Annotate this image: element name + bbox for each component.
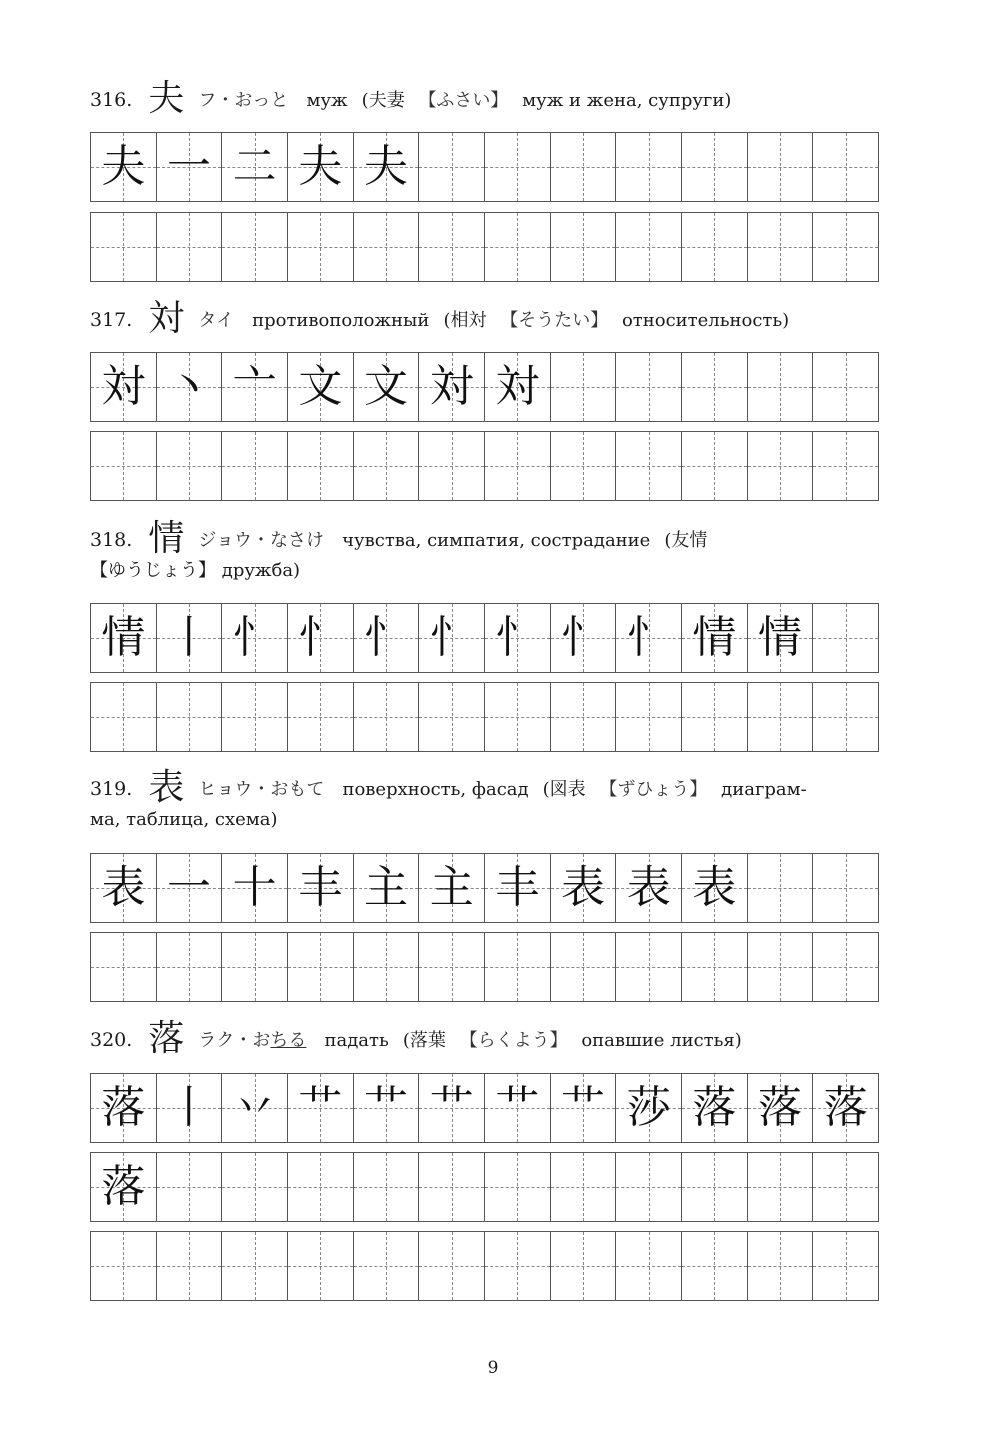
stroke-character: 情	[758, 612, 803, 663]
grid-cell	[419, 1153, 485, 1221]
entry-number: 317.	[90, 309, 133, 331]
entry-meaning: чувства, симпатия, сострадание	[342, 530, 651, 551]
grid-cell	[551, 1074, 617, 1142]
grid-cell	[419, 432, 485, 500]
grid-cell	[682, 683, 748, 751]
grid-cell	[682, 213, 748, 281]
grid-cell	[157, 353, 223, 421]
stroke-character: 文	[298, 361, 343, 412]
entry-example	[403, 1030, 742, 1051]
entry-meaning: поверхность, фасад	[342, 779, 529, 800]
example-meaning: диаграм-	[721, 779, 807, 800]
grid-cell	[91, 432, 157, 500]
grid-cell	[288, 1074, 354, 1142]
stroke-character: 主	[364, 862, 409, 913]
grid-cell	[288, 604, 354, 672]
entry-reading: ジョウ・なさけ	[198, 530, 325, 551]
grid-cell	[354, 933, 420, 1001]
grid-cell	[288, 933, 354, 1001]
grid-cell	[419, 133, 485, 201]
grid-cell	[222, 1074, 288, 1142]
stroke-character: 艹	[495, 1082, 540, 1133]
grid-cell	[288, 353, 354, 421]
grid-cell	[419, 213, 485, 281]
entry-meaning: падать	[324, 1030, 389, 1051]
grid-cell	[682, 1153, 748, 1221]
example-reading: 【らくよう】	[459, 1030, 568, 1051]
practice-grid-row	[90, 352, 879, 422]
practice-grid-row	[90, 132, 879, 202]
stroke-character: 対	[101, 361, 146, 412]
grid-cell	[419, 933, 485, 1001]
grid-cell	[485, 213, 551, 281]
entry-heading	[90, 78, 880, 119]
grid-cell	[354, 1232, 420, 1300]
stroke-character: 忄	[232, 612, 277, 663]
grid-cell	[551, 604, 617, 672]
grid-cell	[748, 854, 814, 922]
grid-cell	[157, 1153, 223, 1221]
grid-cell	[157, 604, 223, 672]
grid-cell	[748, 1074, 814, 1142]
grid-cell	[748, 353, 814, 421]
grid-cell	[551, 213, 617, 281]
grid-cell	[91, 1074, 157, 1142]
grid-cell	[419, 854, 485, 922]
entry-reading: タイ	[198, 310, 235, 331]
stroke-character: 艹	[364, 1082, 409, 1133]
grid-cell	[419, 683, 485, 751]
stroke-character: 忄	[561, 612, 606, 663]
grid-cell	[91, 854, 157, 922]
grid-cell	[813, 213, 878, 281]
grid-cell	[354, 604, 420, 672]
grid-cell	[682, 854, 748, 922]
stroke-character: 忄	[429, 612, 474, 663]
grid-cell	[157, 1074, 223, 1142]
grid-cell	[616, 604, 682, 672]
grid-cell	[91, 683, 157, 751]
entry-reading: フ・おっと	[198, 90, 289, 111]
example-meaning: дружба)	[221, 560, 301, 581]
grid-cell	[485, 683, 551, 751]
example-meaning: опавшие листья)	[581, 1030, 742, 1051]
example-reading: 【ふさい】	[418, 90, 509, 111]
grid-cell	[419, 1232, 485, 1300]
grid-cell	[354, 133, 420, 201]
stroke-character: 二	[232, 141, 277, 192]
grid-cell	[222, 683, 288, 751]
entry-kanji: 情	[148, 518, 185, 559]
entry-example	[362, 90, 732, 111]
example-word: (相対	[443, 310, 487, 331]
grid-cell	[222, 933, 288, 1001]
entry-reading-onyomi: ラク・お	[198, 1030, 271, 1051]
grid-cell	[354, 854, 420, 922]
stroke-character: 落	[101, 1082, 146, 1133]
stroke-character: 忄	[364, 612, 409, 663]
stroke-character: 十	[232, 862, 277, 913]
entry-number: 318.	[90, 529, 133, 551]
stroke-character: 忄	[495, 612, 540, 663]
entry-316	[90, 78, 880, 119]
grid-cell	[813, 854, 878, 922]
grid-cell	[222, 213, 288, 281]
grid-cell	[485, 432, 551, 500]
grid-cell	[748, 133, 814, 201]
grid-cell	[748, 1153, 814, 1221]
grid-cell	[682, 1074, 748, 1142]
entry-example	[543, 779, 807, 800]
practice-grid-row	[90, 431, 879, 501]
entry-heading	[90, 298, 880, 339]
grid-cell	[288, 683, 354, 751]
stroke-character: 対	[495, 361, 540, 412]
grid-cell	[288, 213, 354, 281]
grid-cell	[748, 213, 814, 281]
example-word: (落葉	[402, 1030, 446, 1051]
grid-cell	[354, 432, 420, 500]
practice-grid-row	[90, 853, 879, 923]
entry-heading	[90, 518, 880, 582]
entry-heading	[90, 1018, 880, 1059]
grid-cell	[91, 933, 157, 1001]
grid-cell	[157, 213, 223, 281]
grid-cell	[354, 213, 420, 281]
entry-kanji: 落	[148, 1018, 185, 1059]
grid-cell	[91, 353, 157, 421]
entry-317	[90, 298, 880, 339]
entry-reading	[198, 1030, 306, 1051]
example-reading: 【ゆうじょう】	[90, 560, 216, 581]
grid-cell	[485, 353, 551, 421]
grid-cell	[419, 1074, 485, 1142]
grid-cell	[91, 213, 157, 281]
stroke-character: 丶	[167, 361, 211, 412]
grid-cell	[551, 353, 617, 421]
entry-kanji: 夫	[148, 78, 185, 119]
entry-example	[443, 310, 789, 331]
entry-heading-line2: ма, таблица, схема)	[90, 809, 278, 830]
entry-318	[90, 518, 880, 582]
example-reading: 【そうたい】	[500, 310, 609, 331]
grid-cell	[616, 1153, 682, 1221]
grid-cell	[157, 683, 223, 751]
grid-cell	[288, 1153, 354, 1221]
entry-reading: ヒョウ・おもて	[198, 779, 325, 800]
entry-heading-line2	[90, 560, 880, 582]
entry-meaning: противоположный	[252, 310, 430, 331]
stroke-character: 艹	[298, 1082, 343, 1133]
entry-meaning: муж	[306, 90, 348, 111]
grid-cell	[682, 1232, 748, 1300]
grid-cell	[813, 683, 878, 751]
grid-cell	[354, 1074, 420, 1142]
grid-cell	[222, 1232, 288, 1300]
grid-cell	[288, 854, 354, 922]
grid-cell	[354, 683, 420, 751]
grid-cell	[485, 133, 551, 201]
stroke-character: 一	[167, 141, 211, 192]
grid-cell	[485, 933, 551, 1001]
grid-cell	[551, 432, 617, 500]
grid-cell	[222, 353, 288, 421]
stroke-character: 対	[429, 361, 474, 412]
practice-grid-row	[90, 1231, 879, 1301]
grid-cell	[813, 933, 878, 1001]
stroke-character: 夫	[298, 141, 343, 192]
page-number: 9	[487, 1358, 499, 1378]
stroke-character: 落	[692, 1082, 737, 1133]
stroke-character: 丰	[495, 862, 540, 913]
grid-cell	[748, 1232, 814, 1300]
grid-cell	[616, 933, 682, 1001]
entry-reading-okurigana: ちる	[270, 1030, 307, 1051]
stroke-character: 丨	[167, 1082, 211, 1133]
grid-cell	[616, 213, 682, 281]
grid-cell	[813, 1232, 878, 1300]
grid-cell	[813, 604, 878, 672]
grid-cell	[748, 933, 814, 1001]
example-meaning: относительность)	[621, 310, 790, 331]
grid-cell	[157, 1232, 223, 1300]
entry-319	[90, 767, 880, 831]
grid-cell	[419, 353, 485, 421]
grid-cell	[551, 933, 617, 1001]
grid-cell	[288, 432, 354, 500]
grid-cell	[682, 933, 748, 1001]
grid-cell	[222, 133, 288, 201]
stroke-character: 忄	[626, 612, 671, 663]
example-word: (夫妻	[361, 90, 405, 111]
grid-cell	[813, 133, 878, 201]
grid-cell	[813, 1153, 878, 1221]
grid-cell	[682, 604, 748, 672]
grid-cell	[222, 432, 288, 500]
stroke-character: 情	[101, 612, 146, 663]
stroke-character: 丨	[167, 612, 211, 663]
stroke-character: 表	[692, 862, 737, 913]
grid-cell	[616, 353, 682, 421]
grid-cell	[157, 854, 223, 922]
stroke-character: 落	[823, 1082, 868, 1133]
grid-cell	[551, 133, 617, 201]
grid-cell	[813, 1074, 878, 1142]
practice-grid-row	[90, 212, 879, 282]
grid-cell	[551, 683, 617, 751]
grid-cell	[485, 1153, 551, 1221]
grid-cell	[288, 1232, 354, 1300]
stroke-character: 丷	[232, 1082, 277, 1133]
entry-320	[90, 1018, 880, 1059]
grid-cell	[813, 432, 878, 500]
grid-cell	[419, 604, 485, 672]
stroke-character: 忄	[298, 612, 343, 663]
grid-cell	[157, 933, 223, 1001]
grid-cell	[91, 604, 157, 672]
entry-kanji: 対	[148, 298, 185, 339]
grid-cell	[288, 133, 354, 201]
grid-cell	[616, 133, 682, 201]
grid-cell	[616, 1232, 682, 1300]
stroke-character: 一	[167, 862, 211, 913]
example-word: (図表	[542, 779, 586, 800]
grid-cell	[485, 1232, 551, 1300]
grid-cell	[157, 133, 223, 201]
example-reading: 【ずひょう】	[599, 779, 708, 800]
entry-heading	[90, 767, 880, 831]
practice-grid-row	[90, 682, 879, 752]
grid-cell	[485, 1074, 551, 1142]
grid-cell	[551, 1232, 617, 1300]
stroke-character: 夫	[101, 141, 146, 192]
grid-cell	[682, 133, 748, 201]
entry-number: 320.	[90, 1029, 133, 1051]
entry-kanji: 表	[148, 767, 185, 808]
stroke-character: 夫	[364, 141, 409, 192]
grid-cell	[222, 604, 288, 672]
stroke-character: 落	[758, 1082, 803, 1133]
grid-cell	[616, 683, 682, 751]
grid-cell	[813, 353, 878, 421]
stroke-character: 莎	[626, 1082, 671, 1133]
entry-number: 319.	[90, 778, 133, 800]
grid-cell	[91, 133, 157, 201]
grid-cell	[354, 353, 420, 421]
grid-cell	[616, 854, 682, 922]
grid-cell	[222, 1153, 288, 1221]
practice-grid-row	[90, 932, 879, 1002]
grid-cell	[485, 854, 551, 922]
grid-cell	[91, 1232, 157, 1300]
stroke-character: 表	[101, 862, 146, 913]
grid-cell	[551, 854, 617, 922]
grid-cell	[354, 1153, 420, 1221]
stroke-character: 艹	[561, 1082, 606, 1133]
grid-cell	[157, 432, 223, 500]
example-meaning: муж и жена, супруги)	[522, 90, 732, 111]
grid-cell	[485, 604, 551, 672]
grid-cell	[748, 683, 814, 751]
practice-grid-row	[90, 1152, 879, 1222]
stroke-character: 主	[429, 862, 474, 913]
stroke-character: 亠	[232, 361, 277, 412]
stroke-character: 落	[101, 1161, 146, 1212]
grid-cell	[616, 432, 682, 500]
entry-number: 316.	[90, 89, 133, 111]
stroke-character: 表	[626, 862, 671, 913]
grid-cell	[748, 432, 814, 500]
grid-cell	[682, 353, 748, 421]
grid-cell	[616, 1074, 682, 1142]
practice-grid-row	[90, 1073, 879, 1143]
grid-cell	[682, 432, 748, 500]
stroke-character: 艹	[429, 1082, 474, 1133]
stroke-character: 表	[561, 862, 606, 913]
stroke-character: 情	[692, 612, 737, 663]
stroke-character: 文	[364, 361, 409, 412]
grid-cell	[222, 854, 288, 922]
practice-grid-row	[90, 603, 879, 673]
grid-cell	[551, 1153, 617, 1221]
stroke-character: 丰	[298, 862, 343, 913]
grid-cell	[748, 604, 814, 672]
grid-cell	[91, 1153, 157, 1221]
example-word: (友情	[664, 530, 708, 551]
